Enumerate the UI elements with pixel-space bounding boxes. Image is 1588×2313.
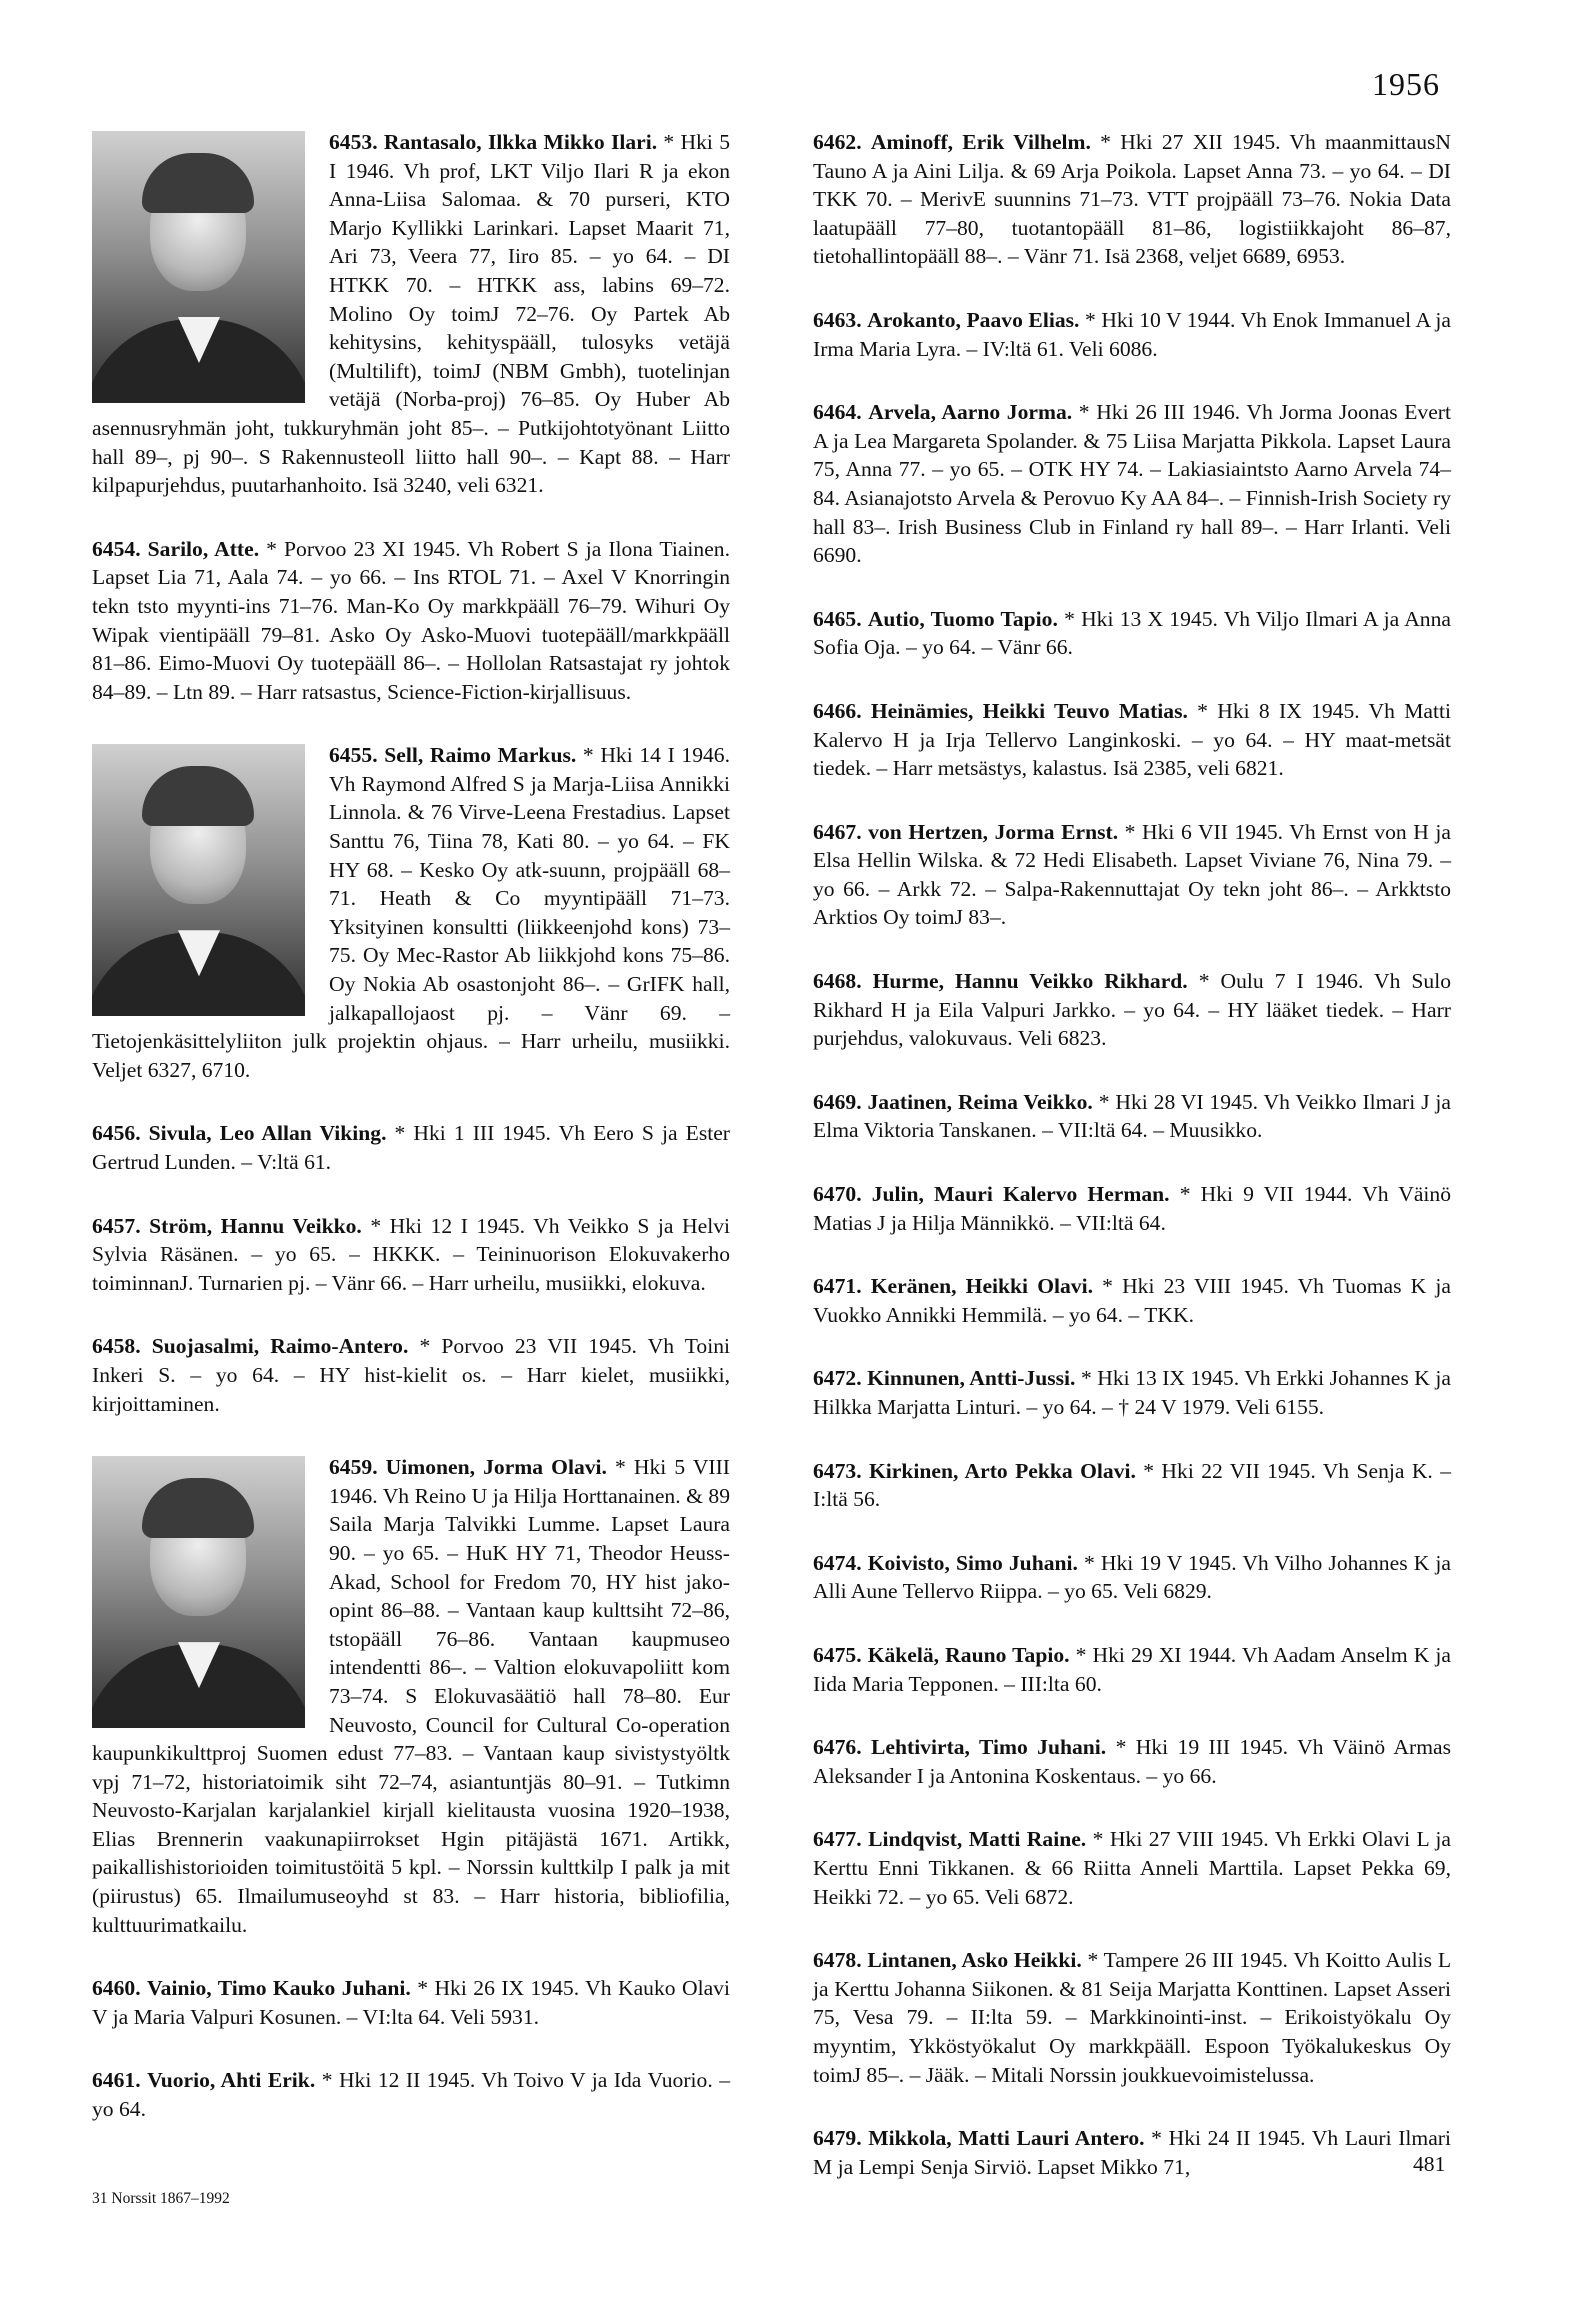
entry-name: Suojasalmi, Raimo-Antero. (151, 1334, 409, 1359)
entry-text: * Hki 26 IX 1945. Vh Kauko Olavi V ja Maria Valpuri Kosunen. – VI:lta 64. Veli 5931. (92, 1976, 730, 2029)
entry-name: Hurme, Hannu Veikko Rikhard. (872, 969, 1188, 994)
entry-number: 6474. (813, 1550, 862, 1575)
entry-number: 6478. (813, 1948, 862, 1973)
biography-entry (813, 1549, 1451, 1606)
entry-number: 6455. (329, 743, 378, 768)
entry-text: * Hki 19 V 1945. Vh Vilho Johannes K ja Alli Aune Tellervo Riippa. – yo 65. Veli 6829. (813, 1550, 1451, 1604)
entry-number: 6457. (92, 1213, 141, 1238)
entry-name: Sell, Raimo Markus. (384, 743, 577, 768)
entry-text: * Hki 27 VIII 1945. Vh Erkki Olavi L ja Kerttu Enni Tikkanen. & 66 Riitta Anneli Marttila. Lapset Pekka 69, Heikki 72. – yo 65. Veli 6872. (813, 1827, 1451, 1909)
entry-name: Heinämies, Heikki Teuvo Matias. (870, 698, 1188, 723)
entry-text: * Hki 22 VII 1945. Vh Senja K. – I:ltä 56. (813, 1458, 1451, 1512)
entry-number: 6459. (329, 1455, 378, 1480)
entry-number: 6454. (92, 536, 141, 561)
entry-number: 6453. (329, 130, 378, 154)
entry-text: * Hki 24 II 1945. Vh Lauri Ilmari M ja Lempi Senja Sirviö. Lapset Mikko 71, (813, 2126, 1452, 2179)
entry-name: Jaatinen, Reima Veikko. (867, 1089, 1093, 1114)
biography-entry (813, 1272, 1451, 1329)
entry-text: * Hki 10 V 1944. Vh Enok Immanuel A ja Irma Maria Lyra. – IV:ltä 61. Veli 6086. (813, 307, 1451, 361)
entry-name: Kinnunen, Antti-Jussi. (867, 1366, 1076, 1391)
entry-number: 6476. (813, 1735, 862, 1760)
portrait-photo-6453 (92, 131, 305, 403)
entry-number: 6472. (813, 1366, 862, 1391)
entry-text: * Hki 13 X 1945. Vh Viljo Ilmari A ja Anna Sofia Oja. – yo 64. – Vänr 66. (813, 606, 1451, 660)
entry-number: 6458. (92, 1334, 141, 1359)
entry-name: Mikkola, Matti Lauri Antero. (868, 2126, 1145, 2151)
entry-name: Kirkinen, Arto Pekka Olavi. (868, 1458, 1136, 1483)
biography-entry (813, 1946, 1451, 2089)
entry-name: Arokanto, Paavo Elias. (867, 307, 1080, 332)
entry-number: 6464. (813, 400, 862, 425)
biography-entry (92, 2066, 730, 2123)
entry-name: Ström, Hannu Veikko. (149, 1213, 362, 1238)
biography-entry (813, 1457, 1451, 1514)
portrait-photo-6459 (92, 1456, 305, 1728)
biography-entry (813, 1364, 1451, 1421)
entry-name: Sarilo, Atte. (147, 536, 260, 561)
biography-entry (813, 1641, 1451, 1698)
entry-text: * Hki 28 VI 1945. Vh Veikko Ilmari J ja Elma Viktoria Tanskanen. – VII:ltä 64. – Muusikko. (813, 1089, 1451, 1143)
entry-text: * Hki 12 I 1945. Vh Veikko S ja Helvi Sylvia Räsänen. – yo 65. – HKKK. – Teininuorison Elokuvakerho toiminnanJ. Turnarien pj. – Vänr 66. – Harr urheilu, musiikki, elokuva. (92, 1213, 730, 1295)
entry-number: 6473. (813, 1458, 862, 1483)
entry-text: * Hki 12 II 1945. Vh Toivo V ja Ida Vuorio. – yo 64. (92, 2068, 730, 2122)
entry-text: * Hki 14 I 1946. Vh Raymond Alfred S ja Marja-Liisa Annikki Linnola. & 76 Virve-Leena Frestadius. Lapset Santtu 76, Tiina 78, Kati 80. – yo 64. – FK HY 68. – Kesko Oy atk-suunn, projpääll 68–71. Heath & Co myyntipääll 71–73. Yksityinen konsultti (liikkeenjohd kons) 73–75. Oy Mec-Rastor Ab liikkjohd kons 75–86. Oy Nokia Ab osastonjoht 86–. – GrIFK hall, jalkapallojaost pj. – Vänr 69. – Tietojenkäsittelyliiton julk projektin ohjaus. – Harr urheilu, musiikki. Veljet 6327, 6710. (92, 743, 731, 1082)
entry-text: * Hki 5 I 1946. Vh prof, LKT Viljo Ilari R ja ekon Anna-Liisa Salomaa. & 70 purseri, KTO Marjo Kyllikki Larinkari. Lapset Maarit 71, Ari 73, Veera 77, Iiro 85. – yo 64. – DI HTKK 70. – HTKK ass, labins 69–72. Molino Oy toimJ 72–76. Oy Partek Ab kehitysins, kehityspääll, tulosyks vetäjä (Multilift), toimJ (NBM Gmbh), tuotelinjan vetäjä (Norba-proj) 76–85. Oy Huber Ab asennusryhmän joht, tukkuryhmän joht 85–. – Putkijohtotyönant Liitto hall 89–, pj 90–. S Rakennusteoll liitto hall 90–. – Kapt 88. – Harr kilpapurjehdus, puutarhanhoito. Isä 3240, veli 6321. (92, 130, 730, 498)
biography-entry (92, 535, 730, 707)
entry-text: * Hki 8 IX 1945. Vh Matti Kalervo H ja Irja Tellervo Langinkoski. – yo 64. – HY maat-metsät tiedek. – Harr metsästys, kalastus. Isä 2385, veli 6821. (813, 698, 1452, 781)
entry-text: * Hki 5 VIII 1946. Vh Reino U ja Hilja Horttanainen. & 89 Saila Marja Talvikki Lumme. Lapset Laura 90. – yo 65. – HuK HY 71, Theodor Heuss-Akad, School for Fredom 70, HY hist jako-opint 86–88. – Vantaan kaup kulttsiht 72–86, tstopääll 76–86. Vantaan kaupmuseo intendentti 86–. – Valtion elokuvapoliitt kom 73–74. S Elokuvasäätiö hall 78–80. Eur Neuvosto, Council for Cultural Co-operation kaupunkikulttproj Suomen edust 77–83. – Vantaan kaup sivistystyöltk vpj 71–72, historiatoimik siht 72–74, asiantuntjäs 80–91. – Tutkimn Neuvosto-Karjalan karjalankiel kirjall kielitausta vuosina 1920–1938, Elias Brennerin vaakunapiirrokset Hgin pitäjästä 1671. Artikk, paikallishistorioiden toimitustöitä 5 kpl. – Norssin kulttkilp I palk ja mit (piirustus) 65. Ilmailumuseoyhd st 83. – Harr historia, bibliofilia, kulttuurimatkailu. (92, 1455, 730, 1937)
entry-name: Aminoff, Erik Vilhelm. (870, 130, 1091, 154)
entry-number: 6460. (92, 1976, 141, 2001)
entry-name: von Hertzen, Jorma Ernst. (868, 819, 1119, 844)
entry-number: 6467. (813, 819, 862, 844)
entry-number: 6463. (813, 307, 862, 332)
entry-number: 6456. (92, 1121, 141, 1146)
left-column (92, 128, 730, 2159)
entry-number: 6465. (813, 606, 862, 631)
entry-name: Rantasalo, Ilkka Mikko Ilari. (383, 130, 658, 154)
entry-text: * Hki 9 VII 1944. Vh Väinö Matias J ja Hilja Männikkö. – VII:ltä 64. (813, 1182, 1451, 1235)
biography-entry (813, 697, 1451, 783)
entry-number: 6466. (813, 698, 862, 723)
entry-text: * Porvoo 23 XI 1945. Vh Robert S ja Ilona Tiainen. Lapset Lia 71, Aala 74. – yo 66. – Ins RTOL 71. – Axel V Knorringin tekn tsto myynti-ins 71–76. Man-Ko Oy markkpääll 76–79. Wihuri Oy Wipak vientipääll 79–81. Asko Oy Asko-Muovi tuotepääll/markkpääll 81–86. Eimo-Muovi Oy tuotepääll 86–. – Hollolan Ratsastajat ry johtok 84–89. – Ltn 89. – Harr ratsastus, Science-Fiction-kirjallisuus. (92, 536, 730, 704)
biography-entry (813, 1825, 1451, 1911)
entry-text: * Hki 1 III 1945. Vh Eero S ja Ester Gertrud Lunden. – V:ltä 61. (92, 1121, 730, 1174)
biography-entry (813, 605, 1451, 662)
entry-name: Julin, Mauri Kalervo Herman. (871, 1182, 1170, 1207)
biography-entry (92, 1453, 730, 1939)
entry-name: Sivula, Leo Allan Viking. (148, 1121, 387, 1146)
entry-text: * Hki 29 XI 1944. Vh Aadam Anselm K ja Iida Maria Tepponen. – III:lta 60. (813, 1642, 1452, 1696)
portrait-photo-6455 (92, 744, 305, 1016)
entry-text: * Hki 26 III 1946. Vh Jorma Joonas Evert A ja Lea Margareta Spolander. & 75 Liisa Marjatta Pikkola. Lapset Laura 75, Anna 77. – yo 65. – OTK HY 74. – Lakiasiaintsto Aarno Arvela 74–84. Asianajotsto Arvela & Perovuo Ky AA 84–. – Finnish-Irish Society ry hall 83–. Irish Business Club in Finland ry hall 89–. – Harr Irlanti. Veli 6690. (813, 400, 1451, 568)
biography-entry (813, 967, 1451, 1053)
entry-name: Vainio, Timo Kauko Juhani. (147, 1976, 411, 2001)
entry-name: Lehtivirta, Timo Juhani. (871, 1735, 1107, 1760)
entry-text: * Hki 6 VII 1945. Vh Ernst von H ja Elsa Hellin Wilska. & 72 Hedi Elisabeth. Lapset Viviane 76, Nina 79. – yo 66. – Arkk 72. – Salpa-Rakennuttajat Oy tekn joht 86–. – Arkktsto Arktios Oy toimJ 83–. (813, 819, 1452, 930)
entry-number: 6468. (813, 969, 862, 994)
entry-number: 6471. (813, 1274, 862, 1299)
entry-number: 6475. (813, 1642, 862, 1667)
biography-entry (813, 2124, 1451, 2181)
right-column (813, 128, 1451, 2216)
entry-text: * Porvoo 23 VII 1945. Vh Toini Inkeri S. – yo 64. – HY hist-kielit os. – Harr kielet, musiikki, kirjoittaminen. (92, 1334, 731, 1416)
entry-name: Keränen, Heikki Olavi. (870, 1274, 1093, 1299)
entry-number: 6462. (813, 130, 862, 154)
biography-entry (92, 1119, 730, 1176)
biography-entry (813, 1088, 1451, 1145)
biography-entry (92, 741, 730, 1084)
biography-entry (813, 306, 1451, 363)
entry-number: 6470. (813, 1182, 862, 1207)
biography-entry (813, 1180, 1451, 1237)
entry-number: 6461. (92, 2068, 141, 2093)
entry-text: * Oulu 7 I 1946. Vh Sulo Rikhard H ja Eila Valpuri Jarkko. – yo 64. – HY lääket tiedek. – Harr purjehdus, valokuvaus. Veli 6823. (813, 969, 1452, 1051)
biography-entry (813, 1733, 1451, 1790)
entry-name: Käkelä, Rauno Tapio. (867, 1642, 1070, 1667)
entry-name: Lindqvist, Matti Raine. (868, 1827, 1087, 1852)
entry-name: Vuorio, Ahti Erik. (147, 2068, 316, 2093)
entry-number: 6479. (813, 2126, 862, 2151)
entry-name: Uimonen, Jorma Olavi. (385, 1455, 607, 1480)
entry-name: Arvela, Aarno Jorma. (868, 400, 1073, 425)
entry-number: 6477. (813, 1827, 862, 1852)
biography-entry (92, 128, 730, 500)
page-number: 481 (1413, 2152, 1446, 2176)
entry-name: Autio, Tuomo Tapio. (867, 606, 1058, 631)
biography-entry (92, 1332, 730, 1418)
biography-entry (813, 398, 1451, 570)
entry-text: * Hki 19 III 1945. Vh Väinö Armas Aleksander I ja Antonina Koskentaus. – yo 66. (813, 1735, 1452, 1788)
footer-book-title: 31 Norssit 1867–1992 (92, 2190, 230, 2207)
entry-number: 6469. (813, 1089, 862, 1114)
biography-entry (813, 818, 1451, 932)
entry-text: * Hki 23 VIII 1945. Vh Tuomas K ja Vuokko Annikki Hemmilä. – yo 64. – TKK. (813, 1274, 1452, 1327)
biography-entry (92, 1974, 730, 2031)
entry-text: * Tampere 26 III 1945. Vh Koitto Aulis L ja Kerttu Johanna Siikonen. & 81 Seija Marjatta Konttinen. Lapset Asseri 75, Vesa 79. – II:lta 59. – Markkinointi-inst. – Erikoistyökalu Oy myyntim, Ykköstyökalut Oy markkpääll. Espoon Työkalukeskus Oy toimJ 85–. – Jääk. – Mitali Norssin joukkuevoimistelussa. (813, 1948, 1452, 2087)
page-year-header: 1956 (1372, 66, 1440, 102)
biography-entry (813, 128, 1451, 271)
entry-name: Koivisto, Simo Juhani. (867, 1550, 1078, 1575)
entry-text: * Hki 13 IX 1945. Vh Erkki Johannes K ja Hilkka Marjatta Linturi. – yo 64. – † 24 V 1979. Veli 6155. (813, 1366, 1451, 1419)
biography-entry (92, 1212, 730, 1298)
entry-name: Lintanen, Asko Heikki. (867, 1948, 1082, 1973)
entry-text: * Hki 27 XII 1945. Vh maanmittausN Tauno A ja Aini Lilja. & 69 Arja Poikola. Lapset Anna 73. – yo 64. – DI TKK 70. – MerivE suunnins 71–73. VTT projpääll 73–76. Nokia Data laatupääll 77–80, tuotantopääll 81–86, logistiikkajoht 86–87, tietohallintopääll 88–. – Vänr 71. Isä 2368, veljet 6689, 6953. (813, 130, 1451, 269)
